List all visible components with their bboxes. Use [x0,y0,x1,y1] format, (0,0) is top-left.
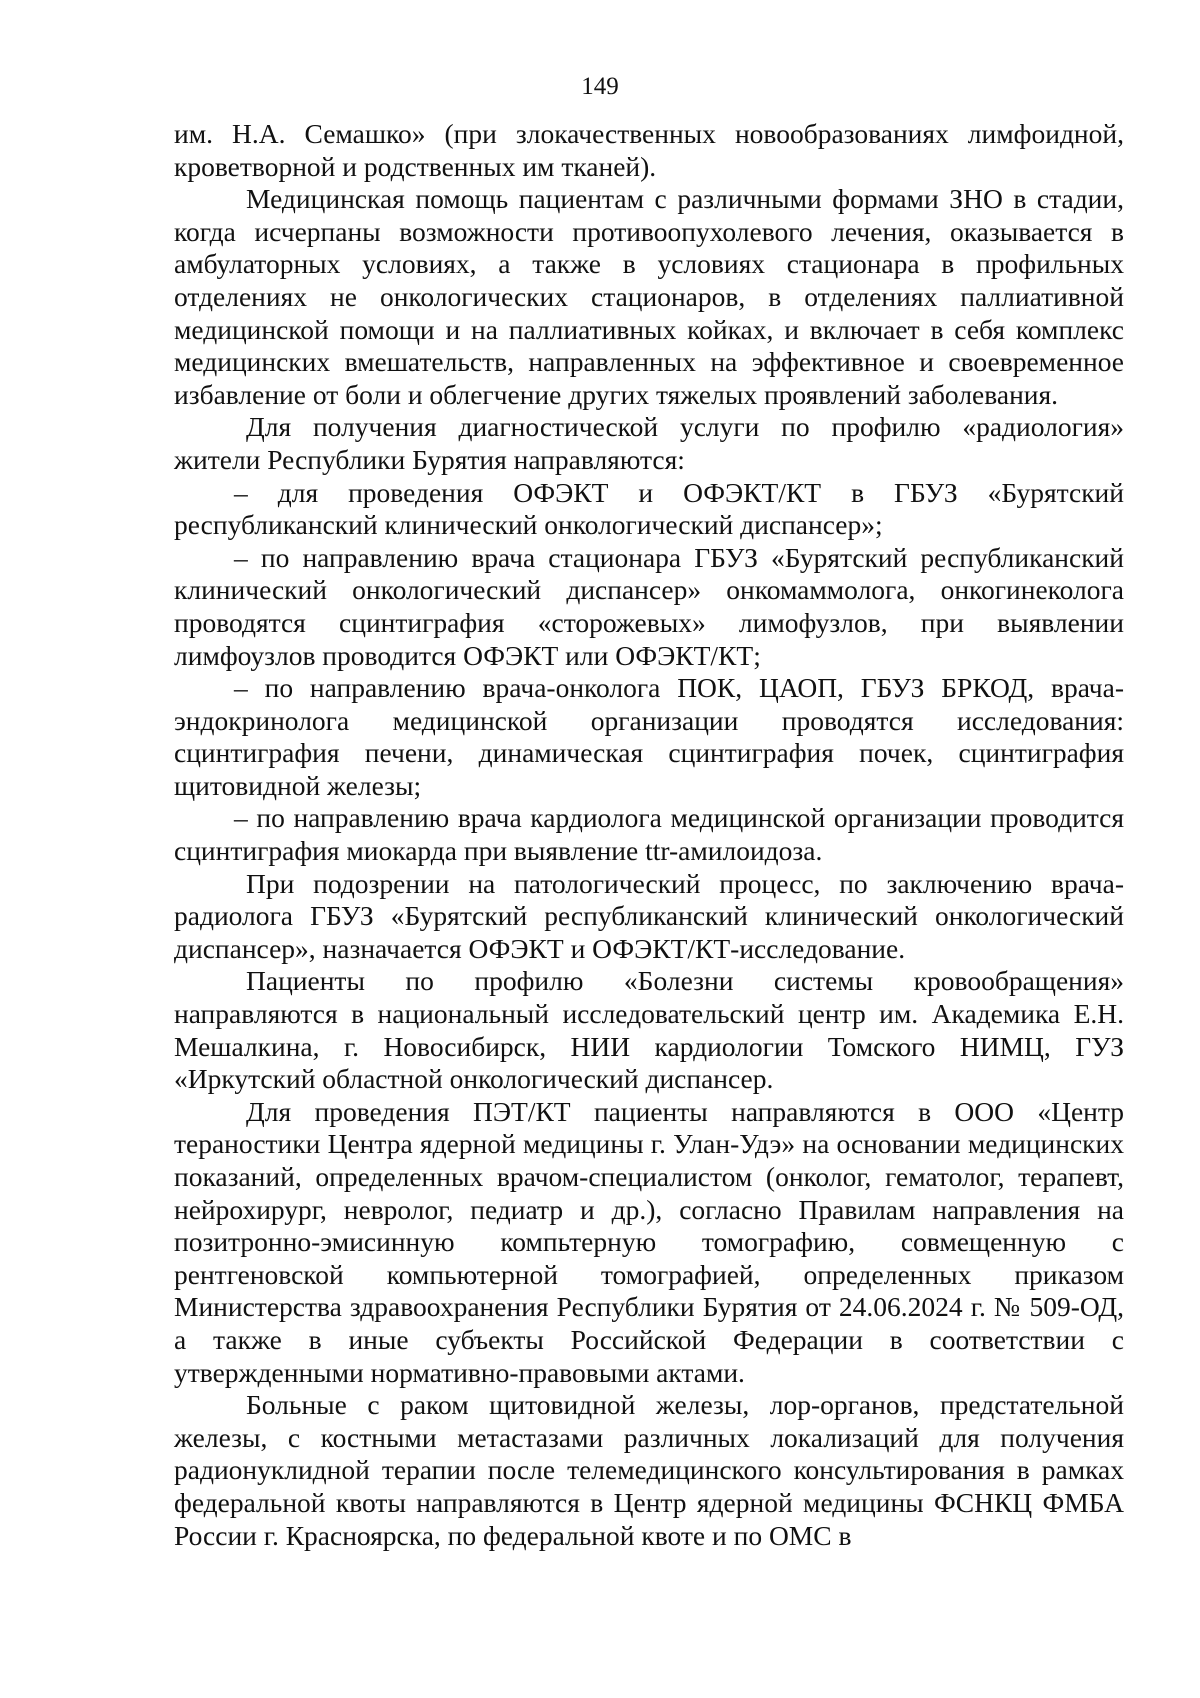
paragraph-radiology-intro: Для получения диагностической услуги по профилю «радиология» жители Республики Бурятия направляются: [174,411,1124,475]
paragraph-palliative-care: Медицинская помощь пациентам с различными формами ЗНО в стадии, когда исчерпаны возможности противоопухолевого лечения, оказывается в амбулаторных условиях, а также в условиях стационара в профильных отделениях не онкологических стационаров, в отделениях паллиативной медицинской помощи и на паллиативных койках, и включает в себя комплекс медицинских вмешательств, направленных на эффективное и своевременное избавление от боли и облегчение других тяжелых проявлений заболевания. [174,183,1124,410]
list-item-myocardium: – по направлению врача кардиолога медицинской организации проводится сцинтиграфия миокарда при выявление ttr-амилоидоза. [174,802,1124,867]
paragraph-circulatory: Пациенты по профилю «Болезни системы кровообращения» направляются в национальный исследовательский центр им. Академика Е.Н. Мешалкина, г. Новосибирск, НИИ кардиологии Томского НИМЦ, ГУЗ «Иркутский областной онкологический диспансер. [174,965,1124,1095]
paragraph-continuation: им. Н.А. Семашко» (при злокачественных новообразованиях лимфоидной, кроветворной и родственных им тканей). [174,118,1124,182]
paragraph-pet-ct: Для проведения ПЭТ/КТ пациенты направляются в ООО «Центр тераностики Центра ядерной медицины г. Улан-Удэ» на основании медицинских показаний, определенных врачом-специалистом (онколог, гематолог, терапевт, нейрохирург, невролог, педиатр и др.), согласно Правилам направления на позитронно-эмисинную компьтерную томографию, совмещенную с рентгеновской компьютерной томографией, определенных приказом Министерства здравоохранения Республики Бурятия от 24.06.2024 г. № 509-ОД, а также в иные субъекты Российской Федерации в соответствии с утвержденными нормативно-правовыми актами. [174,1095,1124,1388]
list-item-ofekt: – для проведения ОФЭКТ и ОФЭКТ/КТ в ГБУЗ «Бурятский республиканский клинический онкологический диспансер»; [174,476,1124,541]
list-item-scintigraphy-lymph: – по направлению врача стационара ГБУЗ «Бурятский республиканский клинический онкологический диспансер» онкомаммолога, онкогинеколога проводятся сцинтиграфия «сторожевых» лимофузлов, при выявлении лимфоузлов проводится ОФЭКТ или ОФЭКТ/КТ; [174,541,1124,671]
paragraph-suspicion: При подозрении на патологический процесс, по заключению врача-радиолога ГБУЗ «Бурятский республиканский клинический онкологический диспансер», назначается ОФЭКТ и ОФЭКТ/КТ-исследование. [174,867,1124,964]
document-body [174,118,1124,1552]
page-number: 149 [581,73,619,100]
list-item-scintigraphy-organs: – по направлению врача-онколога ПОК, ЦАОП, ГБУЗ БРКОД, врача-эндокринолога медицинской организации проводятся исследования: сцинтиграфия печени, динамическая сцинтиграфия почек, сцинтиграфия щитовидной железы; [174,672,1124,801]
paragraph-radionuclide-therapy: Больные с раком щитовидной железы, лор-органов, предстательной железы, с костными метастазами различных локализаций для получения радионуклидной терапии после телемедицинского консультирования в рамках федеральной квоты направляются в Центр ядерной медицины ФСНКЦ ФМБА России г. Красноярска, по федеральной квоте и по ОМС в [174,1389,1124,1551]
